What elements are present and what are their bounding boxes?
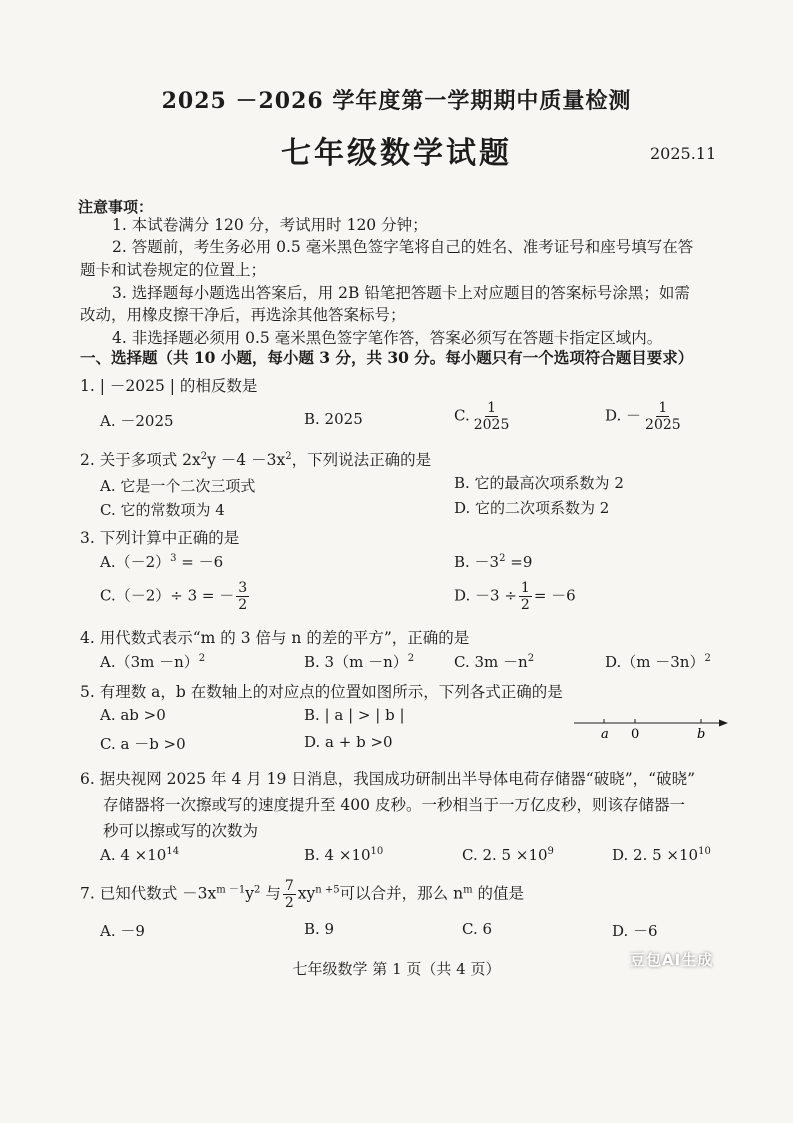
notice-item-4: 4. 非选择题必须用 0.5 毫米黑色签字笔作答，答案必须写在答题卡指定区域内。 [112,329,663,347]
notice-label: 注意事项： [78,198,154,216]
q5-option-d: D. a + b >0 [304,733,393,751]
exam-main-title: 七年级数学试题 [281,136,512,171]
q4-stem: 4. 用代数式表示“m 的 3 倍与 n 的差的平方”，正确的是 [80,629,470,647]
q2-option-c: C. 它的常数项为 4 [100,501,225,519]
notice-item-2-cont: 题卡和试卷规定的位置上； [80,261,267,279]
q5-stem: 5. 有理数 a，b 在数轴上的对应点的位置如图所示，下列各式正确的是 [80,683,563,701]
q6-stem-line-1: 6. 据央视网 2025 年 4 月 19 日消息，我国成功研制出半导体电荷存储器“破晓”，“破晓” [80,770,696,788]
q1-option-a: A. －2025 [100,412,174,430]
q4-option-b: B. $3(m -n)^2$ [304,653,415,671]
q4-option-c: C. $3m -n^2$ [454,653,535,671]
q4-option-a: $A.(3m -n)^2$ [100,653,206,671]
q6-option-d: D. 2. $5 \times 10^{10}$ [612,846,711,864]
q6-stem-line-2: 存储器将一次擦或写的速度提升至 400 皮秒。一秒相当于一万亿皮秒，则该存储器一 [103,796,685,814]
q2-option-a: A. 它是一个二次三项式 [100,477,256,495]
q7-stem: 7. 已知代数式 $-3x^{m -1}y^2$ 与 $\frac{7}{2}$ $xy^{n +5}$可以合并，那么 $n^m$ 的值是 [80,878,524,911]
number-line-figure [572,712,732,742]
exam-term-title: 2025 －2026 学年度第一学期期中质量检测 [161,88,632,114]
section-1-title: 一、选择题（共 10 小题，每小题 3 分，共 30 分。每小题只有一个选项符合题目要求） [80,348,694,367]
q1-option-b: B. 2025 [304,410,363,428]
notice-item-3: 3. 选择题每小题选出答案后，用 2B 铅笔把答题卡上对应题目的答案标号涂黑；如需 [112,284,690,302]
q3-option-a: $A.(-2)^3 = -6$ [100,553,224,571]
notice-item-3-cont: 改动，用橡皮擦干净后，再选涂其他答案标号； [80,306,406,324]
ai-watermark: 豆包AI生成 [630,951,714,969]
q6-option-b: B. $4 \times 10^{10}$ [304,846,384,864]
number-line-arrow [719,720,728,727]
q6-option-a: A. $4 \times 10^{14}$ [100,846,180,864]
q2-option-d: D. 它的二次项系数为 2 [454,499,610,517]
axis-label-zero: 0 [631,727,640,742]
q7-option-d: D. －6 [612,922,658,940]
page-footer: 七年级数学 第 1 页（共 4 页） [292,960,501,978]
q7-option-c: C. 6 [462,920,493,938]
axis-label-b: b [697,727,706,742]
q3-option-b: B. $-3^2 =9$ [454,553,533,571]
exam-date: 2025.11 [650,144,717,163]
q2-option-b: B. 它的最高次项系数为 2 [454,474,624,492]
q7-option-b: B. 9 [304,920,335,938]
q3-stem: 3. 下列计算中正确的是 [80,529,240,547]
q7-option-a: A. －9 [100,922,145,940]
q6-stem-line-3: 秒可以擦或写的次数为 [103,822,259,840]
q1-stem: 1. | －2025 | 的相反数是 [80,377,258,395]
q2-stem: 2. 关于多项式 $2x^2y -4 -3x^2$，下列说法正确的是 [80,450,432,469]
q5-option-b: B. | a | > | b | [304,706,405,724]
q4-option-d: $D.(m -3n)^2$ [605,653,711,671]
notice-item-1: 1. 本试卷满分 120 分，考试用时 120 分钟； [112,216,428,234]
axis-label-a: a [601,727,609,742]
q3-option-d: D. －3 ÷ $\frac{1}{2}$ = －6 [454,580,576,613]
q6-option-c: C. 2. $5 \times 10^9$ [462,846,554,864]
q1-option-c: C. $\frac{1}{2025}$ [454,400,510,433]
q1-option-d: D. － $\frac{1}{2025}$ [605,400,681,433]
q3-option-c: C.（－2）÷ 3 = － $\frac{3}{2}$ [100,580,248,613]
q5-option-a: A. ab >0 [100,706,166,724]
q5-option-c: C. a －b >0 [100,735,186,753]
notice-item-2: 2. 答题前，考生务必用 0.5 毫米黑色签字笔将自己的姓名、准考证号和座号填写在答 [112,238,694,256]
